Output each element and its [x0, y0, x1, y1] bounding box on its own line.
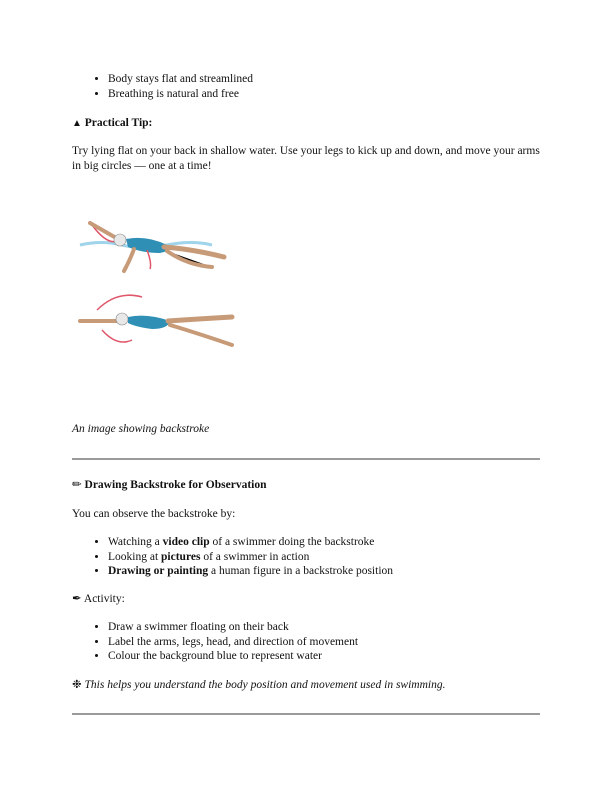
benefits-list — [72, 72, 576, 101]
tip-text: Try lying flat on your back in shallow water. Use your legs to kick up and down, and move your arms in big circles — one at a time! — [72, 145, 540, 172]
list-item: • Watching a video clip of a swimmer doing the backstroke — [108, 535, 576, 550]
drawing-intro: You can observe the backstroke by: — [72, 508, 236, 520]
list-item: • Label the arms, legs, head, and direction of movement — [108, 635, 576, 650]
backstroke-illustration — [72, 205, 252, 355]
swimmer-bottom — [80, 295, 232, 345]
tip-title: Practical Tip: — [84, 117, 153, 129]
pen-nib-icon: ✒ — [72, 593, 82, 605]
activity-list — [72, 620, 576, 664]
list-item: • Looking at pictures of a swimmer in action — [108, 550, 576, 565]
pencil-tip-icon: ▲ — [72, 118, 82, 129]
pencil-icon: ✏ — [72, 479, 82, 491]
divider-bottom — [72, 713, 540, 715]
drawing-heading — [72, 478, 540, 493]
divider — [72, 458, 540, 460]
drawing-intro-block — [72, 507, 540, 522]
activity-label: Activity: — [83, 593, 125, 605]
backstroke-figure — [72, 205, 540, 355]
note-text: This helps you understand the body position and movement used in swimming. — [84, 679, 446, 691]
activity-heading — [72, 592, 540, 607]
drawing-title: Drawing Backstroke for Observation — [84, 479, 267, 491]
list-item: • Breathing is natural and free — [108, 87, 576, 102]
tip-heading — [72, 116, 540, 131]
observe-list — [72, 535, 576, 579]
tip-text-block — [72, 144, 540, 174]
figure-caption: An image showing backstroke — [72, 423, 210, 435]
note-block — [72, 678, 540, 693]
list-item: • Colour the background blue to represent water — [108, 649, 576, 664]
list-item: • Drawing or painting a human figure in a backstroke position — [108, 564, 576, 579]
list-item: • Draw a swimmer floating on their back — [108, 620, 576, 635]
swimmer-top — [90, 223, 224, 271]
figure-caption-block — [72, 422, 540, 437]
palette-icon: ❉ — [72, 679, 82, 691]
list-item: • Body stays flat and streamlined — [108, 72, 576, 87]
